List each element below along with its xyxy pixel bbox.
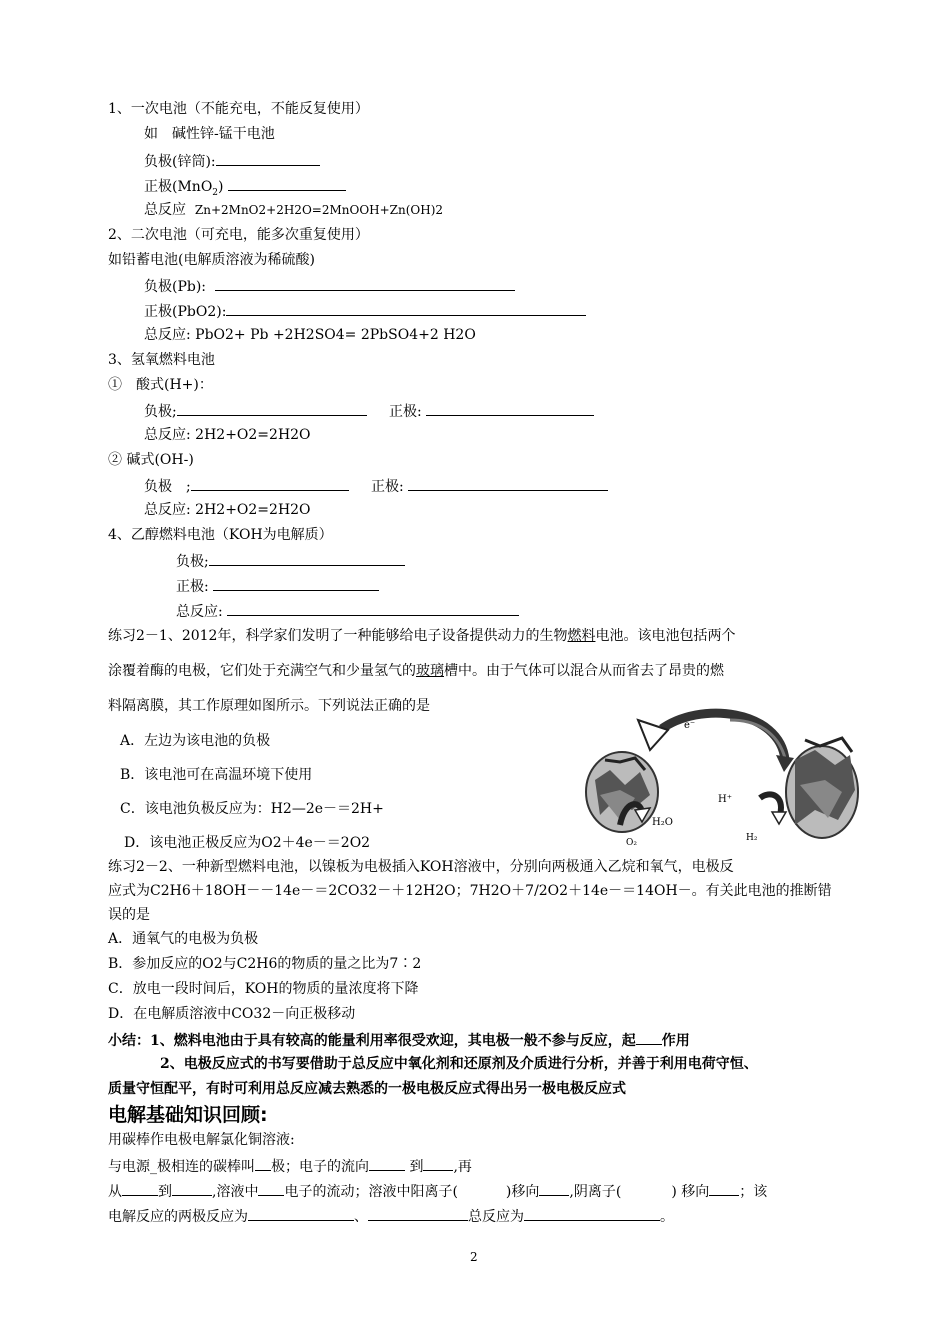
blank-line[interactable]: [539, 1181, 569, 1196]
neg-label: 负极 ;: [144, 479, 191, 495]
text: 到: [409, 1159, 424, 1175]
blank-line[interactable]: [636, 1030, 662, 1045]
exercise1-line2: [108, 662, 724, 680]
summary-line1: [108, 1030, 690, 1050]
exercise2-line1: 练习2－2、一种新型燃料电池，以镍板为电极插入KOH溶液中，分别向两极通入乙烷和氧气，电极反: [108, 859, 734, 875]
section1-pos-label: 正极(MnO: [144, 179, 213, 195]
pos-label: 正极:: [176, 579, 209, 595]
electrolysis-line4: [108, 1206, 674, 1226]
exercise1-option-b: B．该电池可在高温环境下使用: [120, 767, 313, 783]
electrolysis-line3: [108, 1181, 767, 1201]
text: 小结：1、燃料电池由于具有较高的能量利用率很受欢迎，其电极一般不参与反应，起: [108, 1033, 636, 1049]
blank-line[interactable]: [209, 551, 405, 566]
section4-positive: [176, 576, 379, 596]
right-curl-arrowhead: [772, 812, 786, 824]
electrolysis-heading: 电解基础知识回顾:: [108, 1104, 268, 1126]
neg-label: 负极(Pb):: [144, 279, 207, 295]
exercise2-option-a: A．通氧气的电极为负极: [108, 931, 259, 947]
section4-negative: [176, 551, 405, 571]
blank-line[interactable]: [122, 1181, 158, 1196]
section3-title: 3、氢氧燃料电池: [108, 352, 215, 368]
section3-base-total: 总反应: 2H2+O2=2H2O: [144, 502, 311, 518]
neg-label: 负极;: [144, 404, 177, 420]
section3-acid: ① 酸式(H+)：: [108, 377, 213, 393]
text: 与电源_极相连的碳棒叫: [108, 1159, 255, 1175]
blank-line[interactable]: [524, 1206, 660, 1221]
section4-total: [176, 601, 519, 621]
section1-positive: [144, 176, 346, 196]
blank-line[interactable]: [172, 1181, 212, 1196]
electron-arrow: [660, 713, 785, 760]
text: 从: [108, 1184, 122, 1200]
text: 、: [354, 1209, 368, 1225]
exercise2-option-b: B．参加反应的O2与C2H6的物质的量之比为7∶2: [108, 956, 422, 972]
exercise2-option-c: C．放电一段时间后，KOH的物质的量浓度将下降: [108, 981, 419, 997]
hydrogen-label: H₂: [746, 833, 758, 843]
blank-line[interactable]: [255, 1156, 271, 1171]
electrolysis-line1: 用碳棒作电极电解氯化铜溶液:: [108, 1132, 295, 1148]
underlined-term: 燃料: [567, 628, 596, 644]
blank-line[interactable]: [216, 151, 320, 166]
pos-label: 正极(PbO2):: [144, 304, 227, 320]
section3-base-electrodes: [144, 476, 608, 496]
fuel-cell-diagram: [580, 700, 900, 850]
neg-label: 负极;: [176, 554, 209, 570]
exercise1-option-a: A．左边为该电池的负极: [120, 733, 271, 749]
text: 总反应为: [468, 1209, 524, 1225]
exercise1-option-c: C．该电池负极反应为：H2—2e－＝2H+: [120, 801, 384, 817]
water-label: H₂O: [652, 817, 673, 828]
blank-line[interactable]: [228, 176, 346, 191]
oxygen-label: O₂: [626, 838, 637, 848]
section2-total: 总反应: PbO2+ Pb +2H2SO4= 2PbSO4+2 H2O: [144, 327, 476, 343]
blank-line[interactable]: [369, 1156, 405, 1171]
electron-arrow-shade: [730, 720, 785, 758]
blank-line[interactable]: [215, 276, 515, 291]
text: ,阴离子(: [569, 1184, 622, 1200]
blank-line[interactable]: [709, 1181, 739, 1196]
text: 作用: [661, 1033, 690, 1049]
total-equation: Zn+2MnO2+2H2O=2MnOOH+Zn(OH)2: [194, 203, 444, 217]
blank-line[interactable]: [213, 576, 379, 591]
section1-negative: [144, 151, 320, 171]
exercise2-line3: 误的是: [108, 907, 150, 923]
text: ；该: [739, 1184, 768, 1200]
blank-line[interactable]: [368, 1206, 468, 1221]
text: 到: [158, 1184, 172, 1200]
section2-title: 2、二次电池（可充电，能多次重复使用）: [108, 227, 369, 243]
exercise1-line1: [108, 627, 735, 645]
section3-acid-electrodes: [144, 401, 594, 421]
section1-total: [144, 201, 443, 219]
total-label: 总反应:: [176, 604, 223, 620]
blank-line[interactable]: [226, 301, 586, 316]
section4-title: 4、乙醇燃料电池（KOH为电解质）: [108, 527, 333, 543]
blank-line[interactable]: [408, 476, 608, 491]
total-label: 总反应: [144, 202, 186, 218]
text: 电池。该电池包括两个: [595, 628, 736, 644]
electrolysis-line2: [108, 1156, 472, 1176]
text: ,再: [453, 1159, 472, 1175]
text: 极；电子的流向: [271, 1159, 369, 1175]
summary-line2: 2、电极反应式的书写要借助于总反应中氧化剂和还原剂及介质进行分析，并善于利用电荷守恒、: [160, 1056, 758, 1072]
blank-line[interactable]: [191, 476, 349, 491]
pos-label: 正极:: [388, 404, 422, 420]
right-enzyme-electrode: [786, 738, 858, 838]
text: )移向: [505, 1184, 540, 1200]
section1-title: 1、一次电池（不能充电，不能反复使用）: [108, 101, 369, 117]
summary-line3: 质量守恒配平，有时可利用总反应减去熟悉的一极电极反应式得出另一极电极反应式: [108, 1081, 626, 1097]
text: 练习2－1、2012年，科学家们发明了一种能够给电子设备提供动力的生物: [108, 628, 568, 644]
text: ) 移向: [671, 1184, 710, 1200]
text: ,溶液中: [212, 1184, 259, 1200]
text: 电子的流动；溶液中阳离子(: [284, 1184, 458, 1200]
text: 。: [660, 1209, 674, 1225]
hydrogen-ion-label: H⁺: [718, 794, 732, 805]
exercise2-line2: 应式为C2H6＋18OH－－14e－＝2CO32－＋12H2O；7H2O＋7/2O2＋14e－＝14OH－。有关此电池的推断错: [108, 883, 832, 899]
blank-line[interactable]: [177, 401, 367, 416]
electron-label: e⁻: [684, 720, 696, 731]
text: 槽中。由于气体可以混合从而省去了昂贵的燃: [444, 663, 724, 679]
blank-line[interactable]: [258, 1181, 284, 1196]
pos-label: 正极:: [370, 479, 404, 495]
section2-example: 如铅蓄电池(电解质溶液为稀硫酸): [108, 252, 315, 268]
text: 涂覆着酶的电极，它们处于充满空气和少量氢气的: [108, 663, 416, 679]
section1-pos-label-end: ): [218, 179, 224, 195]
section2-negative: [144, 276, 515, 296]
section3-base: ② 碱式(OH-): [108, 452, 194, 468]
page-number: 2: [470, 1250, 478, 1264]
exercise1-line3: 料隔离膜，其工作原理如图所示。下列说法正确的是: [108, 698, 430, 714]
section1-neg-label: 负极(锌筒):: [144, 154, 216, 170]
blank-line[interactable]: [426, 401, 594, 416]
section2-positive: [144, 301, 586, 321]
blank-line[interactable]: [248, 1206, 354, 1221]
blank-line[interactable]: [227, 601, 519, 616]
exercise1-option-d: D．该电池正极反应为O2＋4e－＝2O2: [124, 835, 371, 851]
underlined-term: 玻璃: [416, 663, 444, 679]
section3-acid-total: 总反应: 2H2+O2=2H2O: [144, 427, 311, 443]
text: 电解反应的两极反应为: [108, 1209, 248, 1225]
exercise2-option-d: D．在电解质溶液中CO32－向正极移动: [108, 1006, 356, 1022]
blank-line[interactable]: [423, 1156, 453, 1171]
subscript: 2: [212, 187, 219, 198]
section1-example: 如 碱性锌-锰干电池: [144, 126, 275, 142]
